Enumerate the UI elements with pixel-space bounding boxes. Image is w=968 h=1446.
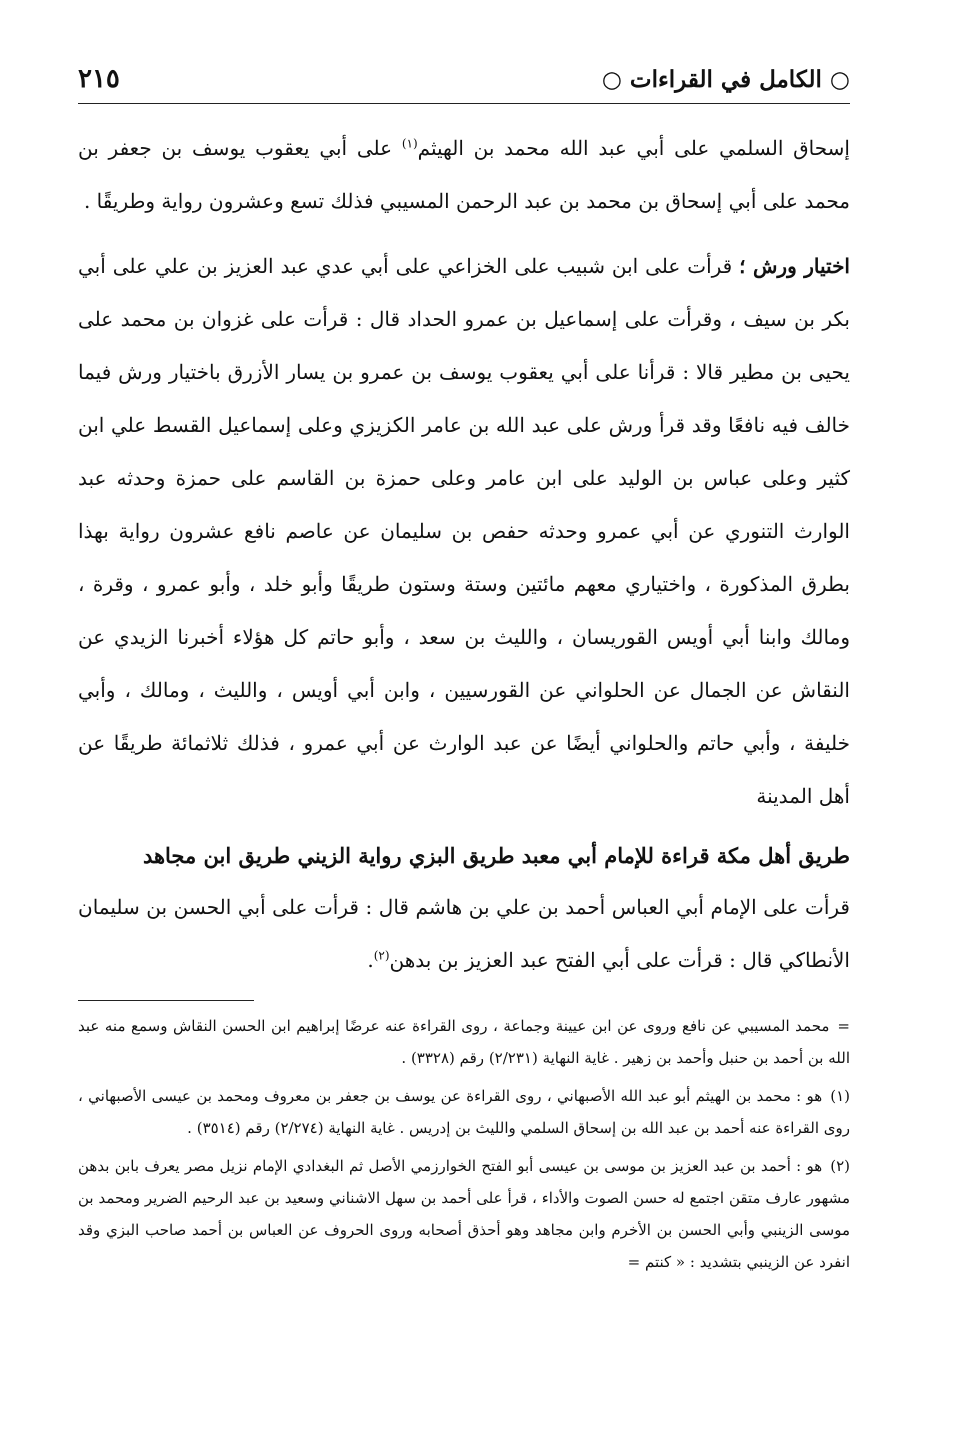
footnote-1	[78, 1080, 850, 1144]
main-text	[78, 122, 850, 987]
footnote-marker: (٢)	[830, 1157, 850, 1175]
running-title: ○ الكامل في القراءات ○	[601, 65, 850, 93]
footnote-marker: =	[837, 1017, 850, 1035]
footnote-continued	[78, 1010, 850, 1074]
footnotes	[78, 1010, 850, 1284]
header-rule	[78, 103, 850, 104]
paragraph-2	[78, 240, 850, 823]
footnote-text: هو : محمد بن الهيثم أبو عبد الله الأصبهاني ، روى القراءة عن يوسف بن جعفر بن معروف ومحمد بن عيسى الأصبهاني ، روى القراءة عنه أحمد بن عبد الله بن إسحاق السلمي والليث بن إدريس . غاية النهاية (٢/٢٧٤) رقم (٣٥١٤) .	[78, 1087, 850, 1137]
footnote-marker: (١)	[830, 1087, 850, 1105]
footnote-ref-2: (٢)	[373, 948, 390, 963]
footnote-ref-1: (١)	[401, 136, 418, 151]
footnote-text: هو : أحمد بن عبد العزيز بن موسى بن عيسى أبو الفتح الخوارزمي الأصل ثم البغدادي الإمام نزيل مصر يعرف بابن بدهن مشهور عارف متقن اجتمع له حسن الصوت والأداء ، قرأ على أحمد بن سهل الاشناني وسعيد بن عبد الرحيم الضرير ومحمد بن موسى الزينبي وأبي الحسن بن الأخرم وابن مجاهد وهو أحذق أصحابه وروى الحروف عن العباس بن أحمد صاحب البزي وقد انفرد عن الزينبي بتشديد : « كنتم =	[78, 1157, 850, 1271]
footnote-rule	[78, 1000, 254, 1001]
paragraph-3-text: قرأت على الإمام أبي العباس أحمد بن علي بن هاشم قال : قرأت على أبي الحسن بن سليمان الأنطاكي قال : قرأت على أبي الفتح عبد العزيز بن بدهن	[78, 895, 850, 972]
page-number: ٢١٥	[78, 64, 120, 94]
paragraph-3	[78, 881, 850, 987]
paragraph-2-lead: اختيار ورش ؛	[739, 254, 850, 278]
section-heading: طريق أهل مكة قراءة للإمام أبي معبد طريق البزي رواية الزيني طريق ابن مجاهد	[142, 843, 850, 868]
paragraph-1-text: إسحاق السلمي على أبي عبد الله محمد بن الهيثم	[417, 136, 850, 160]
paragraph-2-text: قرأت على ابن شبيب على الخزاعي على أبي عدي عبد العزيز بن علي على أبي بكر بن سيف ، وقرأت على إسماعيل بن عمرو الحداد قال : قرأت على غزوان بن محمد على يحيى بن مطير قالا : قرأنا على أبي يعقوب يوسف بن عمرو بن يسار الأزرق باختيار ورش فيما خالف فيه نافعًا وقد قرأ ورش على عبد الله بن عامر الكزيزي وعلى إسماعيل القسط علي ابن كثير وعلى عباس بن الوليد على ابن عامر وعلى حمزة بن القاسم على حمزة وحدثه عبد الوارث التنوري عن أبي عمرو وحدثه حفص بن سليمان عن عاصم نافع عشرون رواية بهذا بطرق المذكورة ، واختياري معهم مائتين وستة وستون طريقًا وأبو خلد ، وأبو عمرو ، وقرة ، ومالك وابنا أبي أويس القوريسان ، والليث بن سعد ، وأبو حاتم كل هؤلاء أخبرنا الزيدي عن النقاش عن الجمال عن الحلواني عن القورسيين ، وابن أبي أويس ، والليث ، ومالك ، وأبي خليفة ، وأبي حاتم والحلواني أيضًا عن عبد الوارث عن أبي عمرو ، فذلك ثلاثمائة طريقًا عن أهل المدينة	[78, 254, 851, 808]
paragraph-3-end: .	[367, 948, 374, 972]
paragraph-1	[78, 122, 850, 228]
paragraph-1-continuation: على أبي يعقوب يوسف بن جعفر بن محمد على أبي إسحاق بن محمد بن عبد الرحمن المسيبي فذلك تسع وعشرون رواية وطريقًا .	[78, 136, 850, 213]
footnote-2	[78, 1150, 850, 1278]
footnote-text: محمد المسيبي عن نافع وروى عن ابن عيينة وجماعة ، روى القراءة عنه عرضًا إبراهيم ابن الحسن النقاش وسمع منه عبد الله بن أحمد بن حنبل وأحمد بن زهير . غاية النهاية (٢/٢٣١) رقم (٣٣٢٨) .	[78, 1017, 850, 1067]
page-header	[78, 58, 850, 100]
